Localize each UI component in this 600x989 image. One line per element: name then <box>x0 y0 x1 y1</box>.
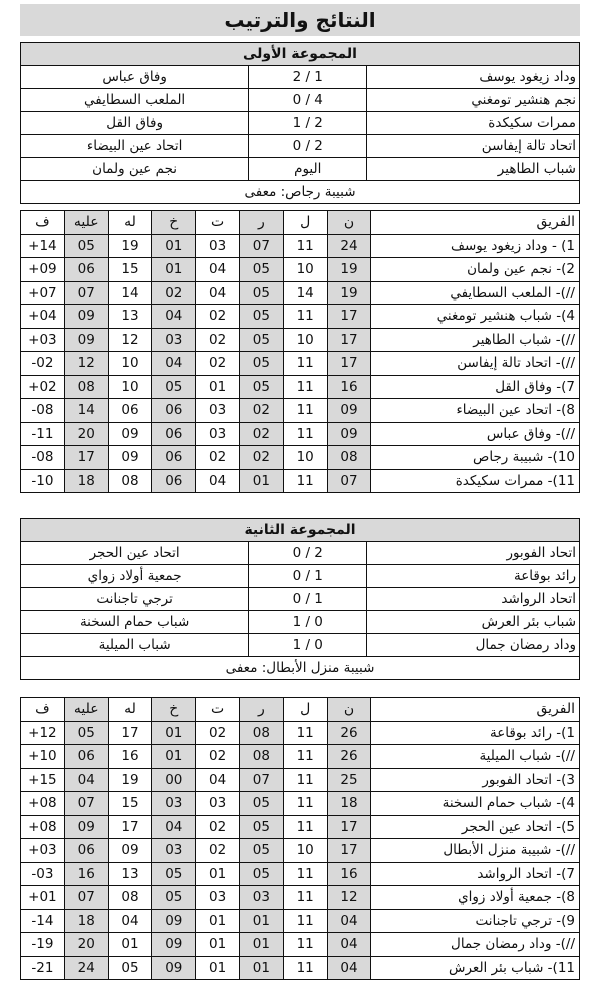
stat-cell: 05 <box>152 886 196 910</box>
stat-cell: 11 <box>283 862 327 886</box>
stat-cell: 02 <box>196 305 240 329</box>
stat-cell: 14 <box>108 281 152 305</box>
stat-cell: 15+ <box>21 768 65 792</box>
stat-cell: 03 <box>152 792 196 816</box>
stat-cell: 12 <box>64 352 108 376</box>
stat-cell: 06 <box>152 399 196 423</box>
stat-cell: 04 <box>196 281 240 305</box>
team-name-cell: 5)- اتحاد عين الحجر <box>371 815 580 839</box>
stat-cell: 10 <box>108 375 152 399</box>
team-name-cell: 7)- اتحاد الرواشد <box>371 862 580 886</box>
stat-cell: 03 <box>196 399 240 423</box>
stat-cell: 09 <box>64 815 108 839</box>
stat-cell: 13 <box>108 305 152 329</box>
table-row <box>21 258 580 282</box>
stat-cell: 03 <box>196 792 240 816</box>
stat-cell: 12 <box>108 328 152 352</box>
stat-cell: 09 <box>64 305 108 329</box>
stat-cell: 01 <box>196 909 240 933</box>
stat-cell: 08 <box>240 721 284 745</box>
stat-cell: 10 <box>283 258 327 282</box>
stat-cell: 16 <box>64 862 108 886</box>
match-row: اتحاد الرواشد 1 / 0 ترجي تاجنانت <box>21 588 580 611</box>
stat-cell: 03 <box>240 886 284 910</box>
stat-cell: 09+ <box>21 258 65 282</box>
stat-cell: 11 <box>283 234 327 258</box>
stat-cell: 01 <box>240 933 284 957</box>
stat-cell: 20 <box>64 422 108 446</box>
group2-standings-table <box>20 697 580 980</box>
stat-cell: 02 <box>196 839 240 863</box>
stat-cell: 01 <box>240 909 284 933</box>
stat-cell: 11 <box>283 768 327 792</box>
stat-cell: 16 <box>327 375 371 399</box>
match-row: وداد زيغود يوسف 1 / 2 وفاق عباس <box>21 66 580 89</box>
column-header: عليه <box>64 698 108 722</box>
team-name-cell: 8)- اتحاد عين البيضاء <box>371 399 580 423</box>
stat-cell: 17 <box>327 815 371 839</box>
stat-cell: 05 <box>240 375 284 399</box>
stat-cell: 25 <box>327 768 371 792</box>
stat-cell: 10 <box>283 328 327 352</box>
stat-cell: 06 <box>64 258 108 282</box>
stat-cell: 11 <box>283 399 327 423</box>
table-row <box>21 815 580 839</box>
stat-cell: 04 <box>196 768 240 792</box>
stat-cell: 01+ <box>21 886 65 910</box>
stat-cell: 05 <box>240 792 284 816</box>
stat-cell: 05 <box>240 352 284 376</box>
stat-cell: 06 <box>152 446 196 470</box>
team-name-cell: //)- شباب الطاهير <box>371 328 580 352</box>
column-header: الفريق <box>371 698 580 722</box>
column-header: ل <box>283 698 327 722</box>
team-name-cell: 1)- رائد بوقاعة <box>371 721 580 745</box>
table-row <box>21 933 580 957</box>
team-name-cell: 8)- جمعية أولاد زواي <box>371 886 580 910</box>
team-name-cell: 7)- وفاق القل <box>371 375 580 399</box>
team-name-cell: 9)- ترجي تاجنانت <box>371 909 580 933</box>
stat-cell: 17 <box>108 721 152 745</box>
stat-cell: 04 <box>64 768 108 792</box>
stat-cell: 04 <box>152 352 196 376</box>
stat-cell: 11 <box>283 469 327 493</box>
stat-cell: 09 <box>152 909 196 933</box>
stat-cell: 01 <box>196 375 240 399</box>
column-header: خ <box>152 698 196 722</box>
stat-cell: 11 <box>283 305 327 329</box>
stat-cell: 14+ <box>21 234 65 258</box>
stat-cell: 01 <box>196 862 240 886</box>
stat-cell: 05 <box>240 815 284 839</box>
stat-cell: 03 <box>152 328 196 352</box>
stat-cell: 11- <box>21 422 65 446</box>
stat-cell: 13 <box>108 862 152 886</box>
column-header: ن <box>327 698 371 722</box>
stat-cell: 07 <box>64 792 108 816</box>
stat-cell: 08- <box>21 446 65 470</box>
stat-cell: 02 <box>240 399 284 423</box>
stat-cell: 05 <box>152 375 196 399</box>
group1-standings-table <box>20 210 580 493</box>
stat-cell: 14- <box>21 909 65 933</box>
stat-cell: 10 <box>108 352 152 376</box>
stat-cell: 01 <box>240 469 284 493</box>
table-row <box>21 839 580 863</box>
match-row: ممرات سكيكدة 2 / 1 وفاق القل <box>21 112 580 135</box>
stat-cell: 18 <box>327 792 371 816</box>
stat-cell: 03 <box>196 422 240 446</box>
stat-cell: 05 <box>152 862 196 886</box>
team-name-cell: 11)- شباب بئر العرش <box>371 956 580 980</box>
team-name-cell: //)- اتحاد تالة إيفاسن <box>371 352 580 376</box>
team-name-cell: //)- وفاق عباس <box>371 422 580 446</box>
team-name-cell: 3)- اتحاد الفوبور <box>371 768 580 792</box>
table-row <box>21 328 580 352</box>
stat-cell: 06 <box>108 399 152 423</box>
table-row <box>21 886 580 910</box>
table-row <box>21 721 580 745</box>
stat-cell: 09 <box>327 399 371 423</box>
stat-cell: 09 <box>108 446 152 470</box>
stat-cell: 11 <box>283 886 327 910</box>
column-header: الفريق <box>371 211 580 235</box>
stat-cell: 08 <box>327 446 371 470</box>
stat-cell: 07 <box>64 886 108 910</box>
stat-cell: 18 <box>64 909 108 933</box>
stat-cell: 26 <box>327 745 371 769</box>
stat-cell: 05 <box>240 305 284 329</box>
stat-cell: 14 <box>64 399 108 423</box>
table-row <box>21 792 580 816</box>
stat-cell: 02 <box>196 815 240 839</box>
stat-cell: 05 <box>240 328 284 352</box>
stat-cell: 19- <box>21 933 65 957</box>
column-header: ت <box>196 698 240 722</box>
group2-bye-note: شبيبة منزل الأبطال: معفى <box>21 657 580 680</box>
stat-cell: 11 <box>283 721 327 745</box>
stat-cell: 17 <box>327 328 371 352</box>
stat-cell: 07 <box>240 768 284 792</box>
stat-cell: 05 <box>64 721 108 745</box>
table-row <box>21 399 580 423</box>
stat-cell: 24 <box>64 956 108 980</box>
stat-cell: 10 <box>283 446 327 470</box>
column-header: ر <box>240 211 284 235</box>
stat-cell: 08- <box>21 399 65 423</box>
stat-cell: 04 <box>152 305 196 329</box>
column-header: ن <box>327 211 371 235</box>
stat-cell: 14 <box>283 281 327 305</box>
stat-cell: 09 <box>327 422 371 446</box>
stat-cell: 02 <box>196 328 240 352</box>
stat-cell: 09 <box>64 328 108 352</box>
stat-cell: 09 <box>108 839 152 863</box>
stat-cell: 17 <box>327 839 371 863</box>
stat-cell: 01 <box>152 745 196 769</box>
stat-cell: 08 <box>108 469 152 493</box>
stat-cell: 11 <box>283 745 327 769</box>
stat-cell: 11 <box>283 956 327 980</box>
stat-cell: 07 <box>327 469 371 493</box>
stat-cell: 12 <box>327 886 371 910</box>
stat-cell: 12+ <box>21 721 65 745</box>
stat-cell: 11 <box>283 375 327 399</box>
stat-cell: 05 <box>64 234 108 258</box>
group1-results-table <box>20 42 580 204</box>
stat-cell: 04+ <box>21 305 65 329</box>
stat-cell: 09 <box>152 956 196 980</box>
stat-cell: 01 <box>240 956 284 980</box>
page-title: النتائج والترتيب <box>20 4 580 36</box>
column-header: له <box>108 211 152 235</box>
stat-cell: 08 <box>64 375 108 399</box>
group1-title: المجموعة الأولى <box>21 43 580 66</box>
team-name-cell: //)- الملعب السطايفي <box>371 281 580 305</box>
stat-cell: 24 <box>327 234 371 258</box>
table-row <box>21 305 580 329</box>
stat-cell: 08+ <box>21 792 65 816</box>
stat-cell: 06 <box>152 422 196 446</box>
stat-cell: 02+ <box>21 375 65 399</box>
standings-header-row <box>21 211 580 235</box>
table-row <box>21 909 580 933</box>
stat-cell: 02 <box>196 745 240 769</box>
column-header: ف <box>21 211 65 235</box>
stat-cell: 02- <box>21 352 65 376</box>
table-row <box>21 862 580 886</box>
stat-cell: 19 <box>327 258 371 282</box>
stat-cell: 15 <box>108 258 152 282</box>
team-name-cell: 10)- شبيبة رجاص <box>371 446 580 470</box>
stat-cell: 07+ <box>21 281 65 305</box>
stat-cell: 04 <box>327 933 371 957</box>
stat-cell: 08 <box>108 886 152 910</box>
stat-cell: 04 <box>327 909 371 933</box>
table-row <box>21 446 580 470</box>
table-row <box>21 768 580 792</box>
team-name-cell: //)- شباب الميلية <box>371 745 580 769</box>
table-row <box>21 745 580 769</box>
stat-cell: 01 <box>152 721 196 745</box>
stat-cell: 05 <box>240 839 284 863</box>
stat-cell: 19 <box>108 768 152 792</box>
match-row: شباب الطاهير اليوم نجم عين ولمان <box>21 158 580 181</box>
stat-cell: 03+ <box>21 839 65 863</box>
stat-cell: 08+ <box>21 815 65 839</box>
match-row: شباب بئر العرش 0 / 1 شباب حمام السخنة <box>21 611 580 634</box>
stat-cell: 18 <box>64 469 108 493</box>
stat-cell: 03 <box>196 886 240 910</box>
stat-cell: 05 <box>240 281 284 305</box>
stat-cell: 06 <box>64 745 108 769</box>
stat-cell: 17 <box>327 305 371 329</box>
stat-cell: 06 <box>152 469 196 493</box>
stat-cell: 04 <box>196 258 240 282</box>
stat-cell: 02 <box>196 352 240 376</box>
group1-bye-note: شبيبة رجاص: معفى <box>21 181 580 204</box>
stat-cell: 07 <box>64 281 108 305</box>
match-row: رائد بوقاعة 1 / 0 جمعية أولاد زواي <box>21 565 580 588</box>
team-name-cell: //)- شبيبة منزل الأبطال <box>371 839 580 863</box>
table-row <box>21 281 580 305</box>
standings-header-row <box>21 698 580 722</box>
stat-cell: 02 <box>196 446 240 470</box>
stat-cell: 00 <box>152 768 196 792</box>
team-name-cell: 4)- شباب هنشير تومغني <box>371 305 580 329</box>
group2-title: المجموعة الثانية <box>21 519 580 542</box>
team-name-cell: 2)- نجم عين ولمان <box>371 258 580 282</box>
stat-cell: 02 <box>240 422 284 446</box>
stat-cell: 11 <box>283 422 327 446</box>
stat-cell: 05 <box>240 258 284 282</box>
stat-cell: 02 <box>152 281 196 305</box>
stat-cell: 04 <box>196 469 240 493</box>
stat-cell: 19 <box>327 281 371 305</box>
stat-cell: 05 <box>240 862 284 886</box>
stat-cell: 11 <box>283 815 327 839</box>
stat-cell: 10- <box>21 469 65 493</box>
stat-cell: 20 <box>64 933 108 957</box>
match-row: اتحاد تالة إيفاسن 2 / 0 اتحاد عين البيضاء <box>21 135 580 158</box>
match-row: وداد رمضان جمال 0 / 1 شباب الميلية <box>21 634 580 657</box>
stat-cell: 04 <box>327 956 371 980</box>
column-header: خ <box>152 211 196 235</box>
stat-cell: 04 <box>152 815 196 839</box>
stat-cell: 11 <box>283 909 327 933</box>
column-header: ل <box>283 211 327 235</box>
team-name-cell: //)- وداد رمضان جمال <box>371 933 580 957</box>
stat-cell: 26 <box>327 721 371 745</box>
stat-cell: 11 <box>283 352 327 376</box>
column-header: له <box>108 698 152 722</box>
stat-cell: 01 <box>108 933 152 957</box>
match-row: نجم هنشير تومغني 4 / 0 الملعب السطايفي <box>21 89 580 112</box>
stat-cell: 02 <box>240 446 284 470</box>
stat-cell: 03 <box>152 839 196 863</box>
stat-cell: 15 <box>108 792 152 816</box>
stat-cell: 06 <box>64 839 108 863</box>
stat-cell: 16 <box>327 862 371 886</box>
stat-cell: 11 <box>283 933 327 957</box>
stat-cell: 21- <box>21 956 65 980</box>
table-row <box>21 375 580 399</box>
stat-cell: 01 <box>152 258 196 282</box>
stat-cell: 08 <box>240 745 284 769</box>
stat-cell: 09 <box>152 933 196 957</box>
table-row <box>21 956 580 980</box>
stat-cell: 02 <box>196 721 240 745</box>
team-name-cell: 4)- شباب حمام السخنة <box>371 792 580 816</box>
stat-cell: 04 <box>108 909 152 933</box>
column-header: ر <box>240 698 284 722</box>
stat-cell: 09 <box>108 422 152 446</box>
team-name-cell: 11)- ممرات سكيكدة <box>371 469 580 493</box>
stat-cell: 01 <box>196 933 240 957</box>
stat-cell: 17 <box>64 446 108 470</box>
stat-cell: 10 <box>283 839 327 863</box>
stat-cell: 17 <box>108 815 152 839</box>
table-row <box>21 469 580 493</box>
match-row: اتحاد الفوبور 2 / 0 اتحاد عين الحجر <box>21 542 580 565</box>
group2-results-table <box>20 518 580 680</box>
stat-cell: 11 <box>283 792 327 816</box>
column-header: عليه <box>64 211 108 235</box>
stat-cell: 03- <box>21 862 65 886</box>
stat-cell: 07 <box>240 234 284 258</box>
stat-cell: 19 <box>108 234 152 258</box>
stat-cell: 17 <box>327 352 371 376</box>
table-row <box>21 234 580 258</box>
stat-cell: 16 <box>108 745 152 769</box>
column-header: ف <box>21 698 65 722</box>
table-row <box>21 352 580 376</box>
stat-cell: 05 <box>108 956 152 980</box>
stat-cell: 01 <box>196 956 240 980</box>
stat-cell: 03+ <box>21 328 65 352</box>
stat-cell: 01 <box>152 234 196 258</box>
column-header: ت <box>196 211 240 235</box>
team-name-cell: 1) - وداد زيغود يوسف <box>371 234 580 258</box>
stat-cell: 03 <box>196 234 240 258</box>
stat-cell: 10+ <box>21 745 65 769</box>
table-row <box>21 422 580 446</box>
